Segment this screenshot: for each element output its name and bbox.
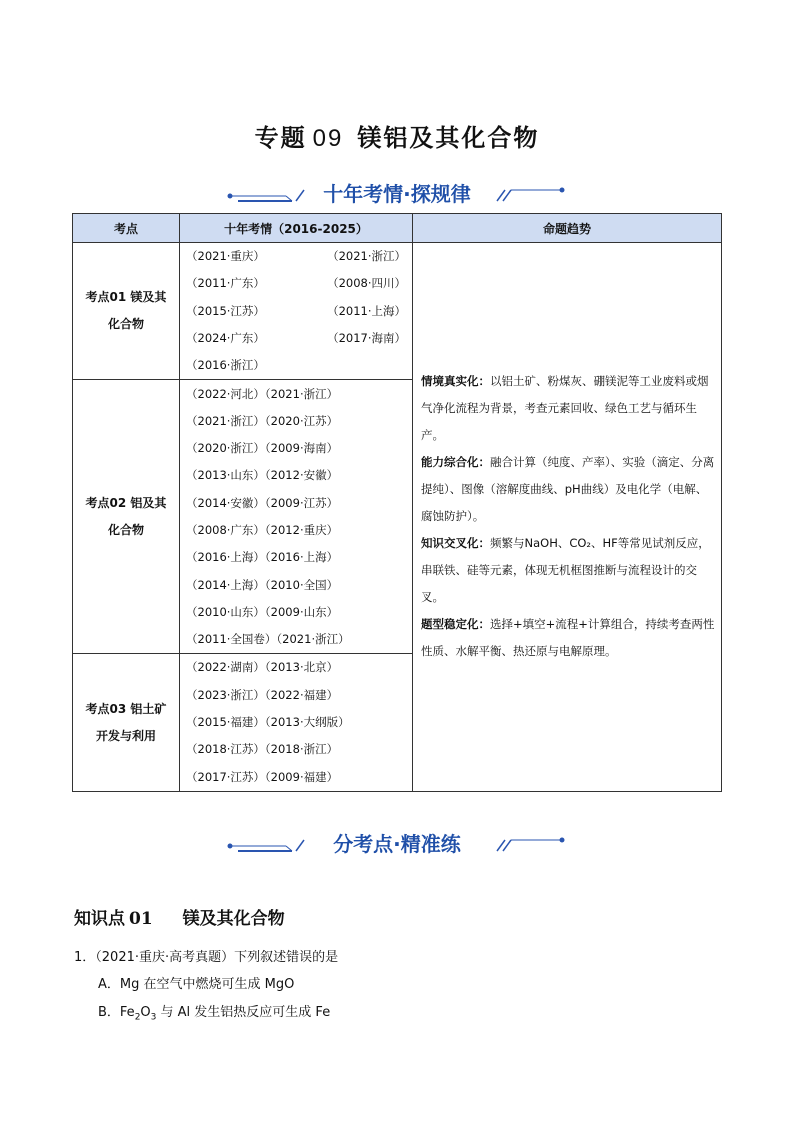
year-line <box>186 381 406 408</box>
year-line <box>186 352 406 379</box>
year-item: （2012·安徽） <box>264 468 339 483</box>
year-line <box>186 243 406 270</box>
year-item: （2010·山东） <box>186 604 265 619</box>
year-item: （2022·湖南） <box>186 660 265 675</box>
trend-cell <box>413 243 722 792</box>
year-item: （2016·浙江） <box>186 358 265 373</box>
trend-item <box>421 368 715 449</box>
year-line <box>186 654 406 681</box>
year-item: （2018·浙江） <box>264 742 339 757</box>
trend-body: 选择+填空+流程+计算组合，持续考查两性性质、水解平衡、热还原与电解原理。 <box>421 617 715 659</box>
year-line <box>186 325 406 352</box>
option-b-text: B．Fe <box>98 1005 135 1020</box>
year-item: （2010·全国） <box>264 577 339 592</box>
trend-body: 以铝土矿、粉煤灰、硼镁泥等工业废料或烟气净化流程为背景，考查元素回收、绿色工艺与循环生产。 <box>421 374 709 443</box>
title-main: 镁铝及其化合物 <box>357 123 540 152</box>
years-cell <box>180 243 413 380</box>
trend-head: 知识交叉化： <box>421 536 490 551</box>
section-label: 知识点 <box>74 909 125 929</box>
section-number: 01 <box>129 909 153 929</box>
exam-trend-table <box>72 213 722 792</box>
year-item: （2018·江苏） <box>186 742 265 757</box>
trend-head: 能力综合化： <box>421 455 490 470</box>
kp-cell: 考点01 镁及其化合物 <box>73 243 180 380</box>
year-line <box>186 490 406 517</box>
year-line <box>186 270 406 297</box>
banner-title: 十年考情·探规律 <box>323 182 471 206</box>
year-line <box>186 764 406 791</box>
year-item: （2021·浙江） <box>327 249 406 263</box>
year-item: （2009·海南） <box>264 441 339 456</box>
year-line <box>186 709 406 736</box>
year-line <box>186 572 406 599</box>
year-line <box>186 462 406 489</box>
year-line <box>186 599 406 626</box>
question-stem: 1．（2021·重庆·高考真题）下列叙述错误的是 <box>74 950 339 965</box>
year-item: （2023·浙江） <box>186 687 265 702</box>
year-item: （2009·江苏） <box>264 495 339 510</box>
year-item: （2009·山东） <box>264 604 339 619</box>
option-b-text: O <box>140 1005 151 1020</box>
trend-head: 情境真实化： <box>421 374 490 389</box>
table-row <box>73 243 722 380</box>
year-item: （2021·浙江） <box>276 632 350 647</box>
title-prefix: 专题 <box>254 123 307 152</box>
year-item: （2008·广东） <box>186 522 265 537</box>
section-name: 镁及其化合物 <box>182 909 285 929</box>
option-b-text: 与 Al 发生铝热反应可生成 Fe <box>156 1005 331 1020</box>
year-item: （2020·浙江） <box>186 441 265 456</box>
year-item: （2014·上海） <box>186 577 265 592</box>
year-line <box>186 517 406 544</box>
header-kp: 考点 <box>73 214 180 243</box>
trend-body: 频繁与NaOH、CO₂、HF等常见试剂反应，串联铁、硅等元素，体现无机框图推断与流程设计的交叉。 <box>421 536 710 605</box>
option-a: A．Mg 在空气中燃烧可生成 MgO <box>98 977 295 992</box>
section-heading <box>74 904 285 929</box>
year-line <box>186 736 406 763</box>
year-line <box>186 682 406 709</box>
option-b <box>98 1001 330 1023</box>
kp-cell: 考点02 铝及其化合物 <box>73 380 180 654</box>
trend-body: 融合计算（纯度、产率）、实验（滴定、分离提纯）、图像（溶解度曲线、pH曲线）及电化学（电解、腐蚀防护）。 <box>421 455 715 524</box>
year-item: （2014·安徽） <box>186 495 265 510</box>
page-title <box>0 118 794 153</box>
year-line <box>186 544 406 571</box>
year-item: （2016·上海） <box>186 550 265 565</box>
year-item: （2011·广东） <box>186 276 265 291</box>
year-item: （2013·北京） <box>264 660 339 675</box>
year-line <box>186 435 406 462</box>
trend-head: 题型稳定化： <box>421 617 490 632</box>
banner-practice <box>0 826 794 860</box>
year-item: （2016·上海） <box>264 550 339 565</box>
banner-ten-year <box>0 176 794 210</box>
year-item: （2015·江苏） <box>186 303 265 318</box>
trend-item <box>421 530 715 611</box>
year-line <box>186 408 406 435</box>
years-cell <box>180 380 413 654</box>
year-item: （2022·河北） <box>186 386 265 401</box>
year-item: （2021·浙江） <box>186 413 265 428</box>
header-years: 十年考情（2016-2025） <box>180 214 413 243</box>
trend-item <box>421 449 715 530</box>
title-number: 09 <box>312 125 344 152</box>
year-item: （2009·福建） <box>264 769 339 784</box>
year-item: （2011·全国卷） <box>186 632 277 647</box>
header-trend: 命题趋势 <box>413 214 722 243</box>
kp-cell: 考点03 铝土矿开发与利用 <box>73 654 180 791</box>
year-item: （2017·海南） <box>327 330 406 345</box>
years-cell <box>180 654 413 791</box>
year-item: （2015·福建） <box>186 715 265 730</box>
year-line <box>186 298 406 325</box>
year-item: （2021·重庆） <box>186 249 265 263</box>
year-item: （2017·江苏） <box>186 769 265 784</box>
year-item: （2011·上海） <box>327 303 406 318</box>
table-header-row <box>73 214 722 243</box>
year-item: （2008·四川） <box>327 276 406 291</box>
year-item: （2021·浙江） <box>264 386 339 401</box>
year-item: （2012·重庆） <box>264 522 339 537</box>
trend-item <box>421 611 715 665</box>
subscript: 2 <box>134 1012 141 1023</box>
year-item: （2013·山东） <box>186 468 265 483</box>
subscript: 3 <box>150 1012 157 1023</box>
year-item: （2020·江苏） <box>264 413 339 428</box>
year-item: （2022·福建） <box>264 687 339 702</box>
year-item: （2013·大纲版） <box>264 715 350 730</box>
banner-title: 分考点·精准练 <box>333 832 461 856</box>
year-item: （2024·广东） <box>186 330 265 345</box>
year-line <box>186 626 406 653</box>
